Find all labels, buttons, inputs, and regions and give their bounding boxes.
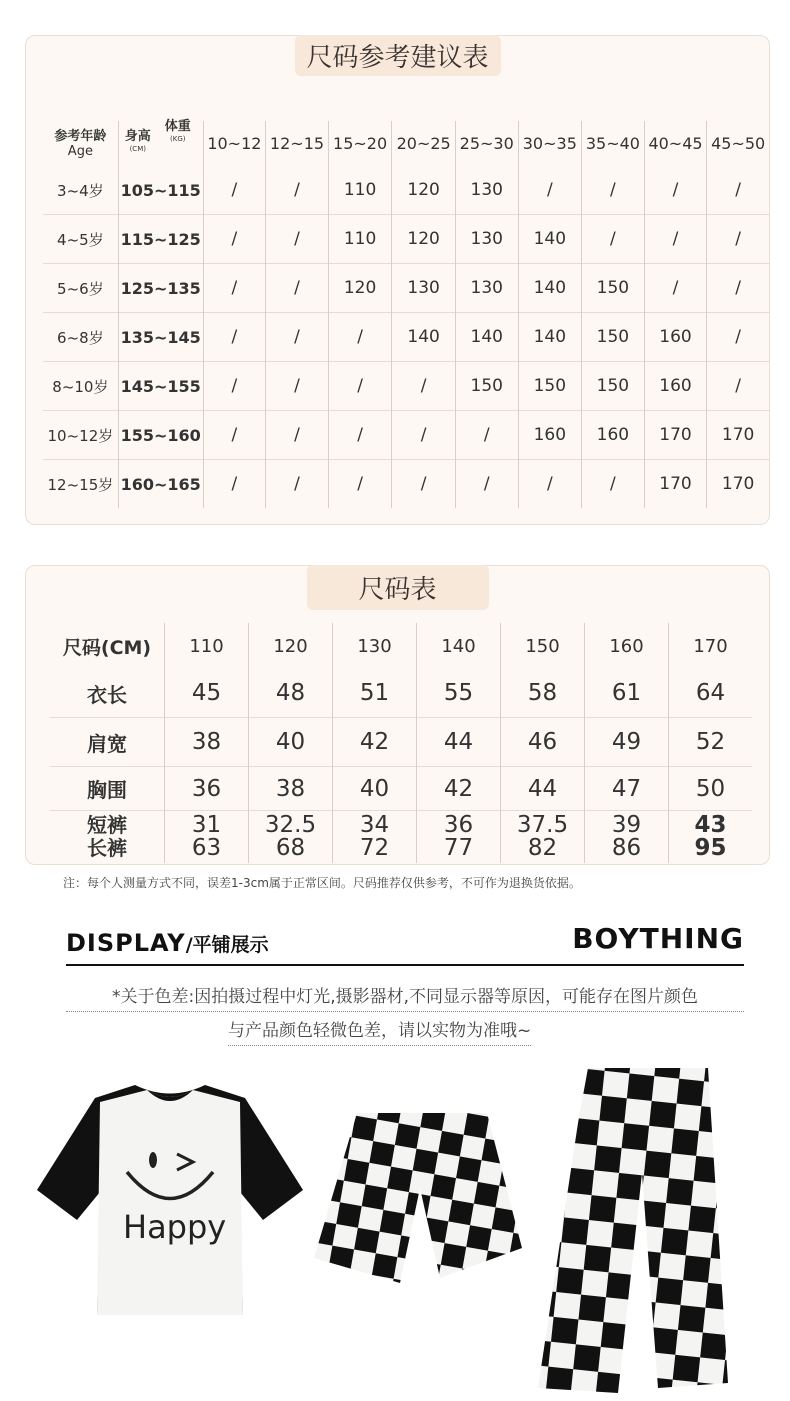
recommendation-row <box>43 362 769 411</box>
height-cell: 125~135 <box>118 264 203 313</box>
recommendation-header-row <box>43 121 769 166</box>
weight-col-header: 25~30 <box>455 121 518 166</box>
pants-body <box>538 1068 728 1393</box>
recommendation-row <box>43 264 769 313</box>
size-cell: / <box>707 215 769 264</box>
size-cell: 140 <box>455 313 518 362</box>
size-chart-row <box>50 767 752 811</box>
size-cell: 150 <box>582 362 645 411</box>
size-cell: / <box>392 460 456 509</box>
measure-value: 64 <box>669 669 753 718</box>
measure-value: 50 <box>669 767 753 811</box>
weight-col-header: 20~25 <box>392 121 456 166</box>
age-cell: 10~12岁 <box>43 411 118 460</box>
pants-image <box>530 1063 730 1395</box>
measure-value: 47 <box>585 767 669 811</box>
eye-icon <box>149 1152 157 1168</box>
tshirt-image <box>35 1080 305 1320</box>
size-chart-title: 尺码表 <box>306 565 488 610</box>
size-chart-table <box>50 623 752 863</box>
recommendation-title: 尺码参考建议表 <box>294 35 500 76</box>
pants-waistband <box>588 1068 708 1092</box>
height-cell: 145~155 <box>118 362 203 411</box>
measure-value: 40 <box>333 767 417 811</box>
size-cell: 160 <box>644 313 707 362</box>
size-cell: / <box>203 411 266 460</box>
weight-col-header: 35~40 <box>582 121 645 166</box>
size-cell: 120 <box>328 264 392 313</box>
size-cell: / <box>266 215 329 264</box>
measure-value: 42 <box>417 767 501 811</box>
age-cell: 12~15岁 <box>43 460 118 509</box>
size-cell: / <box>203 215 266 264</box>
size-cell: / <box>582 166 645 215</box>
measure-label: 衣长 <box>87 682 127 707</box>
size-cell: 150 <box>518 362 582 411</box>
size-cell: / <box>266 362 329 411</box>
tshirt-print-text: Happy <box>123 1208 227 1246</box>
trousers-value: 36 77 <box>417 811 501 864</box>
size-cell: / <box>266 313 329 362</box>
measure-label: 胸围 <box>50 767 165 811</box>
size-cell: / <box>455 411 518 460</box>
measure-value: 42 <box>333 718 417 767</box>
size-cell: 110 <box>328 215 392 264</box>
height-weight-header: 身高 (CM) 体重 (KG) <box>118 121 203 166</box>
height-cell: 115~125 <box>118 215 203 264</box>
age-cell: 5~6岁 <box>43 264 118 313</box>
size-cell: 130 <box>392 264 456 313</box>
size-cell: 140 <box>518 264 582 313</box>
size-cell: 140 <box>518 215 582 264</box>
measure-value: 61 <box>585 669 669 718</box>
size-cell: 150 <box>455 362 518 411</box>
trousers-value: 39 86 <box>585 811 669 864</box>
size-col-header: 130 <box>333 623 417 669</box>
weight-col-header: 30~35 <box>518 121 582 166</box>
measure-value: 49 <box>585 718 669 767</box>
measure-value: 36 <box>165 767 249 811</box>
trousers-value: 37.5 82 <box>501 811 585 864</box>
measure-value: 58 <box>501 669 585 718</box>
trousers-label: 短裤 长裤 <box>50 811 165 864</box>
measure-label: 肩宽 <box>50 718 165 767</box>
size-cell: / <box>203 362 266 411</box>
size-cell: / <box>707 264 769 313</box>
measure-value: 45 <box>165 669 249 718</box>
recommendation-row <box>43 215 769 264</box>
size-col-header: 170 <box>669 623 753 669</box>
trousers-value: 31 63 <box>165 811 249 864</box>
size-cell: / <box>203 313 266 362</box>
weight-col-header: 15~20 <box>328 121 392 166</box>
size-cell: 160 <box>582 411 645 460</box>
size-cell: / <box>203 460 266 509</box>
measure-value: 40 <box>249 718 333 767</box>
size-cell: 170 <box>707 460 769 509</box>
size-cell: / <box>518 166 582 215</box>
size-col-header: 160 <box>585 623 669 669</box>
size-cell: / <box>707 362 769 411</box>
size-cell: / <box>707 166 769 215</box>
size-cell: / <box>328 362 392 411</box>
size-col-header: 120 <box>249 623 333 669</box>
size-cell: / <box>582 460 645 509</box>
measure-value: 38 <box>249 767 333 811</box>
size-header-label: 尺码(CM) <box>62 636 152 659</box>
size-cell: / <box>392 362 456 411</box>
shorts-image <box>312 1108 524 1288</box>
size-chart-header-row <box>50 623 752 669</box>
recommendation-row <box>43 166 769 215</box>
color-disclaimer-line2: 与产品颜色轻微色差，请以实物为准哦~ <box>228 1016 531 1046</box>
size-cell: / <box>328 313 392 362</box>
display-subtitle: /平铺展示 <box>185 934 269 956</box>
display-title: DISPLAY <box>66 929 186 957</box>
size-cell: / <box>518 460 582 509</box>
size-cell: 110 <box>328 166 392 215</box>
height-cell: 155~160 <box>118 411 203 460</box>
age-cell: 3~4岁 <box>57 181 104 200</box>
weight-col-header: 12~15 <box>266 121 329 166</box>
size-cell: 150 <box>582 264 645 313</box>
recommendation-table <box>43 121 769 508</box>
weight-col-header: 10~12 <box>203 121 266 166</box>
size-chart-row <box>50 669 752 718</box>
measure-value: 51 <box>333 669 417 718</box>
recommendation-row <box>43 411 769 460</box>
measure-value: 48 <box>249 669 333 718</box>
recommendation-row <box>43 460 769 509</box>
size-cell: / <box>266 166 329 215</box>
size-cell: / <box>644 166 707 215</box>
tshirt-body <box>97 1090 243 1315</box>
weight-col-header: 45~50 <box>707 121 769 166</box>
display-divider <box>66 964 744 966</box>
size-recommendation-card <box>25 35 770 525</box>
size-cell: 160 <box>644 362 707 411</box>
size-cell: / <box>582 215 645 264</box>
display-heading <box>66 929 269 957</box>
trousers-length-row <box>50 811 752 864</box>
size-cell: / <box>203 264 266 313</box>
size-cell: 170 <box>707 411 769 460</box>
age-cell: 8~10岁 <box>43 362 118 411</box>
size-cell: / <box>266 411 329 460</box>
trousers-value: 32.5 68 <box>249 811 333 864</box>
size-cell: / <box>203 166 266 215</box>
age-header: 参考年龄 Age <box>54 128 107 159</box>
size-cell: / <box>266 264 329 313</box>
age-cell: 4~5岁 <box>43 215 118 264</box>
measure-value: 55 <box>417 669 501 718</box>
size-col-header: 140 <box>417 623 501 669</box>
measure-value: 44 <box>417 718 501 767</box>
height-cell: 105~115 <box>118 166 203 215</box>
size-cell: 170 <box>644 460 707 509</box>
size-cell: / <box>644 264 707 313</box>
size-cell: / <box>455 460 518 509</box>
size-cell: 160 <box>518 411 582 460</box>
size-cell: 170 <box>644 411 707 460</box>
trousers-value: 43 95 <box>669 811 753 864</box>
measure-value: 44 <box>501 767 585 811</box>
size-cell: 130 <box>455 215 518 264</box>
age-cell: 6~8岁 <box>43 313 118 362</box>
size-cell: / <box>707 313 769 362</box>
size-cell: / <box>644 215 707 264</box>
measure-value: 38 <box>165 718 249 767</box>
size-cell: / <box>392 411 456 460</box>
shorts-waistband <box>357 1113 487 1133</box>
size-cell: 120 <box>392 166 456 215</box>
size-cell: 130 <box>455 166 518 215</box>
height-cell: 135~145 <box>118 313 203 362</box>
trousers-value: 34 72 <box>333 811 417 864</box>
size-col-header: 150 <box>501 623 585 669</box>
size-cell: / <box>266 460 329 509</box>
size-cell: 150 <box>582 313 645 362</box>
height-cell: 160~165 <box>118 460 203 509</box>
size-col-header: 110 <box>165 623 249 669</box>
size-cell: 120 <box>392 215 456 264</box>
size-chart-card <box>25 565 770 865</box>
weight-col-header: 40~45 <box>644 121 707 166</box>
measure-value: 46 <box>501 718 585 767</box>
size-cell: / <box>328 460 392 509</box>
color-disclaimer-line1: *关于色差:因拍摄过程中灯光,摄影器材,不同显示器等原因，可能存在图片颜色 <box>66 982 744 1012</box>
size-cell: 140 <box>392 313 456 362</box>
size-cell: 140 <box>518 313 582 362</box>
measurement-note: 注：每个人测量方式不同，误差1-3cm属于正常区间。尺码推荐仅供参考，不可作为退换货依据。 <box>63 876 581 890</box>
shorts-body <box>314 1113 522 1283</box>
size-chart-row <box>50 718 752 767</box>
measure-value: 52 <box>669 718 753 767</box>
brand-logo: BOYTHING <box>572 922 744 955</box>
recommendation-row <box>43 313 769 362</box>
size-cell: / <box>328 411 392 460</box>
size-cell: 130 <box>455 264 518 313</box>
